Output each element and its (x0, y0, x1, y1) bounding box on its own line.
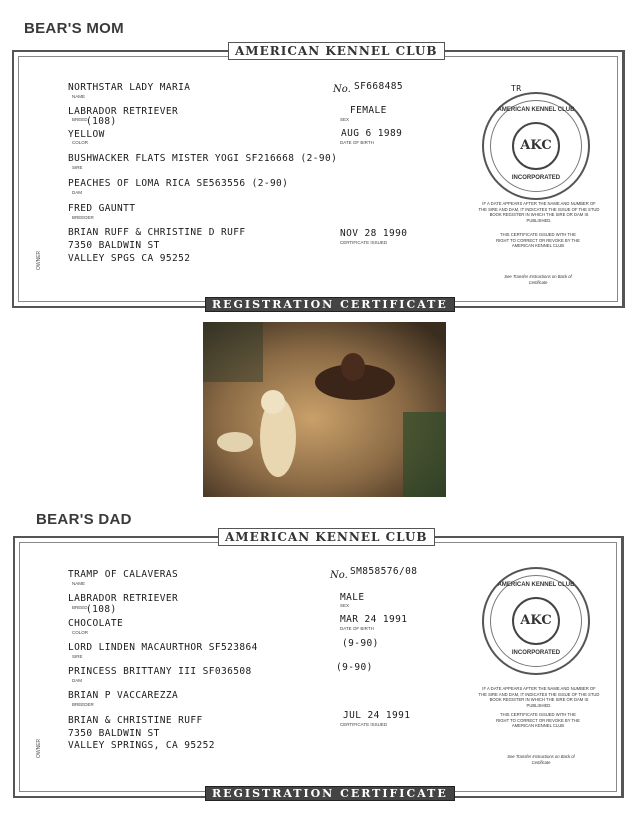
mom-dob-label: DATE OF BIRTH (340, 140, 374, 145)
mom-akc-seal-icon (482, 92, 590, 200)
dad-sex: MALE (340, 592, 365, 603)
dad-heading: BEAR'S DAD (36, 511, 132, 528)
dad-sex-label: SEX (340, 603, 350, 608)
mom-registration-banner: REGISTRATION CERTIFICATE (205, 297, 455, 312)
dad-color-label: COLOR (72, 630, 89, 635)
dad-akc-seal-icon (482, 567, 590, 675)
mom-notice: IF A DATE APPEARS AFTER THE NAME AND NUMBER OF THE SIRE AND DAM, IT INDICATES THE ISSUE OF THE STUD BOOK REGISTER IN WHICH THE SIRE OR DAM IS PUBLISHED. (478, 201, 600, 223)
mom-dam: PEACHES OF LOMA RICA SE563556 (2-90) (68, 178, 289, 189)
mom-owner-line2: 7350 BALDWIN ST (68, 240, 160, 251)
dad-sire: LORD LINDEN MACAURTHOR SF523864 (68, 642, 258, 653)
dad-issued-date: JUL 24 1991 (343, 710, 411, 721)
mom-issued-label: CERTIFICATE ISSUED (340, 240, 388, 245)
dad-breed-label: BREED (72, 605, 88, 610)
dogs-photo-icon (203, 322, 446, 497)
mom-sex: FEMALE (350, 105, 387, 116)
mom-breed-code: (108) (86, 116, 117, 127)
dad-no-label: No. (330, 570, 348, 581)
dad-seal-monogram: AKC (512, 597, 560, 645)
dad-issued-note: THIS CERTIFICATE ISSUED WITH THE RIGHT TO CORRECT OR REVOKE BY THE AMERICAN KENNEL CLUB (496, 712, 580, 728)
mom-sire: BUSHWACKER FLATS MISTER YOGI SF216668 (2-90) (68, 153, 338, 164)
dad-owner-label: OWNER (36, 738, 42, 758)
mom-seal-monogram: AKC (512, 122, 560, 170)
mom-owner-label: OWNER (36, 250, 42, 270)
mom-color: YELLOW (68, 129, 105, 140)
dad-sire-label: SIRE (72, 654, 83, 659)
mom-dob: AUG 6 1989 (341, 128, 403, 139)
mom-seal-ring-text: AMERICAN KENNEL CLUB (497, 107, 575, 113)
dad-breed-code: (108) (86, 604, 117, 615)
dad-owner-line1: BRIAN & CHRISTINE RUFF (68, 715, 203, 726)
dad-seal-ring-text: AMERICAN KENNEL CLUB (497, 582, 575, 588)
mom-tr-mark: TR (511, 84, 522, 93)
dad-transfer-note: See Transfer Instructions on Back of Certificate (507, 754, 575, 765)
mom-transfer-note: See Transfer Instructions on Back of Certificate (504, 274, 572, 285)
dad-dam-label: DAM (72, 678, 82, 683)
dad-owner-line2: 7350 BALDWIN ST (68, 728, 160, 739)
dad-breed: LABRADOR RETRIEVER (68, 593, 179, 604)
dad-sire-date: (9-90) (342, 638, 379, 649)
dad-dam-date: (9-90) (336, 662, 373, 673)
mom-breed: LABRADOR RETRIEVER (68, 106, 179, 117)
dogs-photo (203, 322, 446, 497)
mom-heading: BEAR'S MOM (24, 20, 124, 37)
dad-dob-label: DATE OF BIRTH (340, 626, 374, 631)
mom-akc-banner: AMERICAN KENNEL CLUB (228, 42, 445, 60)
dad-issued-label: CERTIFICATE ISSUED (340, 722, 388, 727)
dad-color: CHOCOLATE (68, 618, 124, 629)
mom-seal-incorporated: INCORPORATED (511, 175, 561, 181)
mom-no-label: No. (333, 84, 351, 95)
dad-owner-line3: VALLEY SPRINGS, CA 95252 (68, 740, 215, 751)
mom-owner-line3: VALLEY SPGS CA 95252 (68, 253, 191, 264)
dad-reg-number: SM858576/08 (350, 566, 418, 577)
dad-dam: PRINCESS BRITTANY III SF036508 (68, 666, 252, 677)
mom-issued-date: NOV 28 1990 (340, 228, 408, 239)
dad-registration-banner: REGISTRATION CERTIFICATE (205, 786, 455, 801)
mom-owner-line1: BRIAN RUFF & CHRISTINE D RUFF (68, 227, 246, 238)
mom-breeder: FRED GAUNTT (68, 203, 136, 214)
mom-issued-note: THIS CERTIFICATE ISSUED WITH THE RIGHT TO CORRECT OR REVOKE BY THE AMERICAN KENNEL CLUB (496, 232, 580, 248)
mom-name-label: NAME (72, 94, 86, 99)
mom-dog-name: NORTHSTAR LADY MARIA (68, 82, 191, 93)
mom-color-label: COLOR (72, 140, 89, 145)
dad-breeder: BRIAN P VACCAREZZA (68, 690, 179, 701)
dad-seal-incorporated: INCORPORATED (511, 650, 561, 656)
dad-dob: MAR 24 1991 (340, 614, 408, 625)
dad-name-label: NAME (72, 581, 86, 586)
mom-breed-label: BREED (72, 117, 88, 122)
mom-reg-number: SF668485 (354, 81, 403, 92)
mom-breeder-label: BREEDER (72, 215, 94, 220)
mom-sex-label: SEX (340, 117, 350, 122)
dad-akc-banner: AMERICAN KENNEL CLUB (218, 528, 435, 546)
mom-dam-label: DAM (72, 190, 82, 195)
dad-dog-name: TRAMP OF CALAVERAS (68, 569, 179, 580)
dad-notice: IF A DATE APPEARS AFTER THE NAME AND NUMBER OF THE SIRE AND DAM, IT INDICATES THE ISSUE OF THE STUD BOOK REGISTER IN WHICH THE SIRE OR DAM IS PUBLISHED. (478, 686, 600, 708)
dad-breeder-label: BREEDER (72, 702, 94, 707)
mom-sire-label: SIRE (72, 165, 83, 170)
